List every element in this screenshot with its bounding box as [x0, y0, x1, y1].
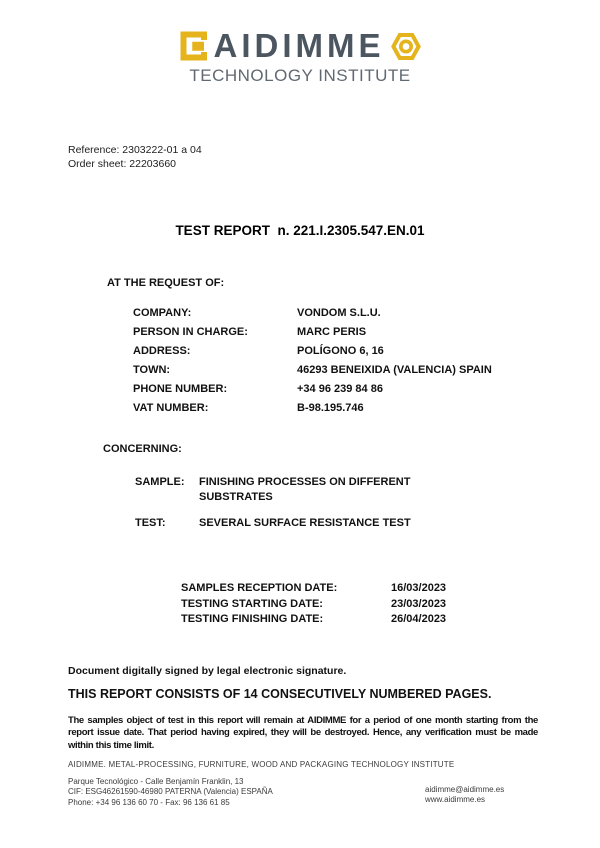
field-value: B-98.195.746: [297, 402, 364, 414]
reference-line: Reference: 2303222-01 a 04: [68, 144, 202, 156]
request-field-person: [133, 323, 492, 342]
digital-signature-note: Document digitally signed by legal electronic signature.: [68, 665, 347, 677]
concerning-sample: [135, 475, 439, 505]
field-label: ADDRESS:: [133, 345, 191, 357]
field-label: PERSON IN CHARGE:: [133, 326, 248, 338]
footer-block: [68, 777, 538, 808]
footer-address-line: Phone: +34 96 136 60 70 - Fax: 96 136 61 85: [68, 797, 230, 807]
logo: [0, 26, 600, 86]
request-field-company: [133, 304, 492, 323]
logo-subtitle: TECHNOLOGY INSTITUTE: [189, 66, 411, 85]
logo-wordmark: AIDIMME: [213, 27, 385, 64]
request-fields: [133, 304, 492, 418]
field-value: +34 96 239 84 86: [297, 383, 383, 395]
logo-row: [0, 26, 600, 66]
date-label: TESTING FINISHING DATE:: [181, 613, 324, 625]
request-field-address: [133, 342, 492, 361]
date-label: TESTING STARTING DATE:: [181, 597, 323, 610]
samples-retention-notice: The samples object of test in this report will remain at AIDIMME for a period of one month starting from the report issue date. That period having expired, they will be destroyed. Hence, any verification must be made within this time limit.: [68, 715, 538, 751]
request-heading: AT THE REQUEST OF:: [107, 277, 225, 289]
footer-address-line: CIF: ESG46261590-46980 PATERNA (Valencia) ESPAÑA: [68, 787, 273, 797]
field-value: SEVERAL SURFACE RESISTANCE TEST: [199, 517, 411, 529]
date-row-finish: [181, 612, 446, 628]
footer-website: www.aidimme.es: [425, 795, 486, 805]
date-label: SAMPLES RECEPTION DATE:: [181, 582, 338, 594]
dates-block: [181, 581, 446, 628]
field-value: POLÍGONO 6, 16: [297, 345, 384, 357]
concerning-test: [135, 516, 439, 531]
date-value: 16/03/2023: [391, 582, 447, 594]
page-count-statement: THIS REPORT CONSISTS OF 14 CONSECUTIVELY NUMBERED PAGES.: [68, 687, 492, 701]
date-value: 26/04/2023: [391, 613, 447, 625]
field-value: MARC PERIS: [297, 326, 367, 338]
request-field-phone: [133, 380, 492, 399]
aidimme-square-mark-icon: [180, 31, 208, 61]
footer-email: aidimme@aidimme.es: [425, 785, 505, 794]
order-sheet-line: Order sheet: 22203660: [68, 158, 176, 170]
field-label: SAMPLE:: [135, 476, 185, 488]
field-label: TOWN:: [133, 364, 171, 376]
footer-contact: [425, 785, 504, 806]
concerning-items: [135, 475, 439, 542]
request-field-town: [133, 361, 492, 380]
hex-nut-icon: [391, 31, 421, 62]
date-row-reception: [181, 581, 446, 597]
reference-block: [68, 143, 202, 171]
report-title: TEST REPORT n. 221.I.2305.547.EN.01: [175, 223, 425, 238]
field-label: PHONE NUMBER:: [133, 383, 228, 395]
date-row-start: [181, 597, 446, 613]
field-value: FINISHING PROCESSES ON DIFFERENT SUBSTRATES: [199, 476, 411, 503]
date-value: 23/03/2023: [391, 597, 447, 610]
field-label: VAT NUMBER:: [133, 402, 209, 414]
field-label: COMPANY:: [133, 307, 192, 319]
field-label: TEST:: [135, 517, 166, 529]
request-field-vat: [133, 399, 492, 418]
concerning-heading: CONCERNING:: [103, 443, 182, 455]
footer-address-line: Parque Tecnológico - Calle Benjamín Franklin, 13: [68, 777, 244, 786]
footer-institute-line: AIDIMME. METAL-PROCESSING, FURNITURE, WOOD AND PACKAGING TECHNOLOGY INSTITUTE: [68, 760, 455, 769]
field-value: 46293 BENEIXIDA (VALENCIA) SPAIN: [297, 364, 492, 376]
field-value: VONDOM S.L.U.: [297, 307, 381, 319]
